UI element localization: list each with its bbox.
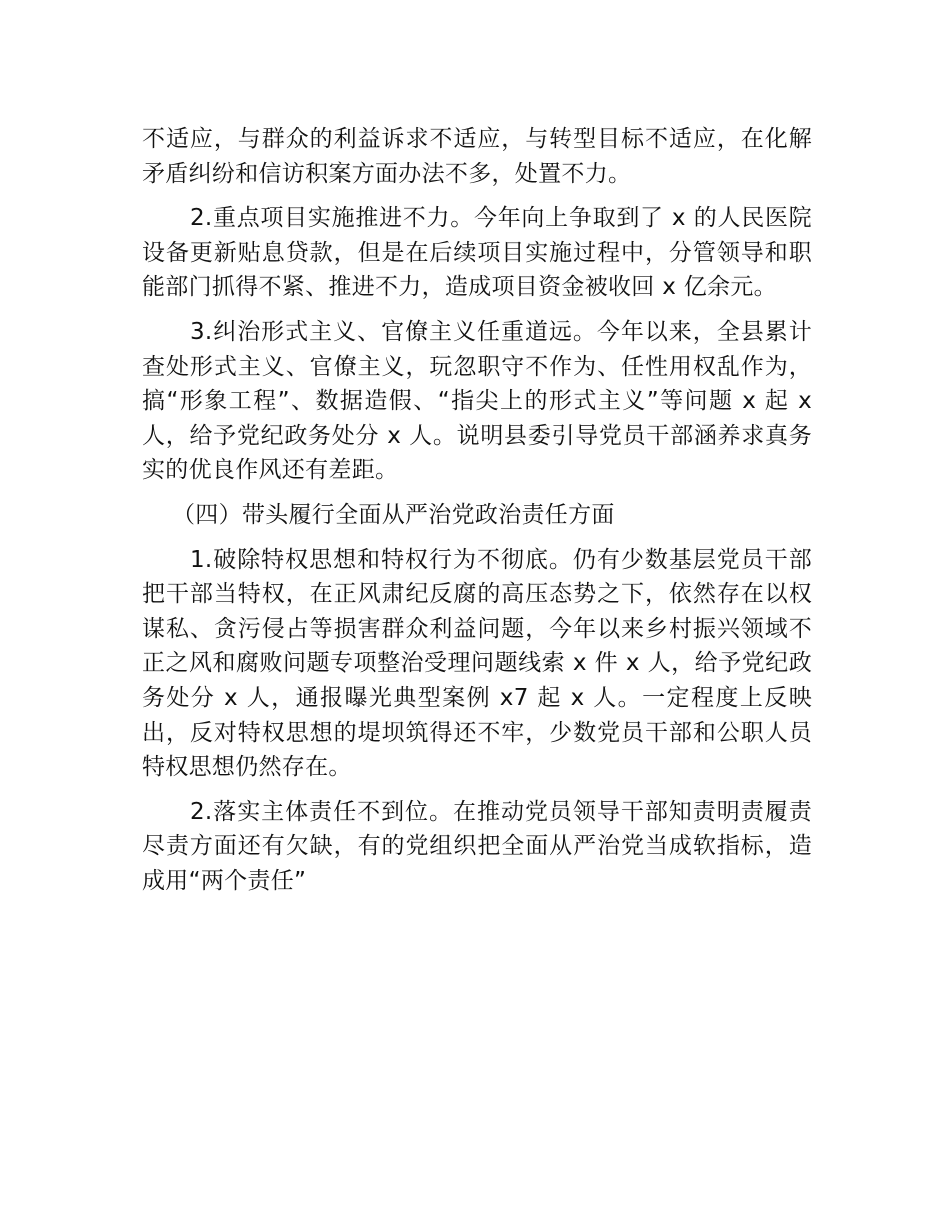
paragraph-item-2-key-projects: 2.重点项目实施推进不力。今年向上争取到了 x 的人民医院设备更新贴息贷款，但是在后续项目实施过程中，分管领导和职能部门抓得不紧、推进不力，造成项目资金被收回 x 亿余元。	[142, 205, 812, 301]
section-heading-4: （四）带头履行全面从严治党政治责任方面	[172, 501, 615, 528]
paragraph-item-1-privilege: 1.破除特权思想和特权行为不彻底。仍有少数基层党员干部把干部当特权，在正风肃纪反腐的高压态势之下，依然存在以权谋私、贪污侵占等损害群众利益问题，今年以来乡村振兴领域不正之风和腐败问题专项整治受理问题线索 x 件 x 人，给予党纪政务处分 x 人，通报曝光典型案例 x7 起 x 人。一定程度上反映出，反对特权思想的堤坝筑得还不牢，少数党员干部和公职人员特权思想仍然存在。	[142, 546, 812, 781]
paragraph-continuation: 不适应，与群众的利益诉求不适应，与转型目标不适应，在化解矛盾纠纷和信访积案方面办法不多，处置不力。	[142, 126, 812, 187]
document-body	[142, 122, 812, 908]
paragraph-item-2-responsibility: 2.落实主体责任不到位。在推动党员领导干部知责明责履责尽责方面还有欠缺，有的党组织把全面从严治党当成软指标，造成用“两个责任”	[142, 798, 812, 894]
paragraph-item-3-formalism: 3.纠治形式主义、官僚主义任重道远。今年以来，全县累计查处形式主义、官僚主义，玩忽职守不作为、任性用权乱作为，搞“形象工程”、数据造假、“指尖上的形式主义”等问题 x 起 x 人，给予党纪政务处分 x 人。说明县委引导党员干部涵养求真务实的优良作风还有差距。	[142, 318, 812, 484]
